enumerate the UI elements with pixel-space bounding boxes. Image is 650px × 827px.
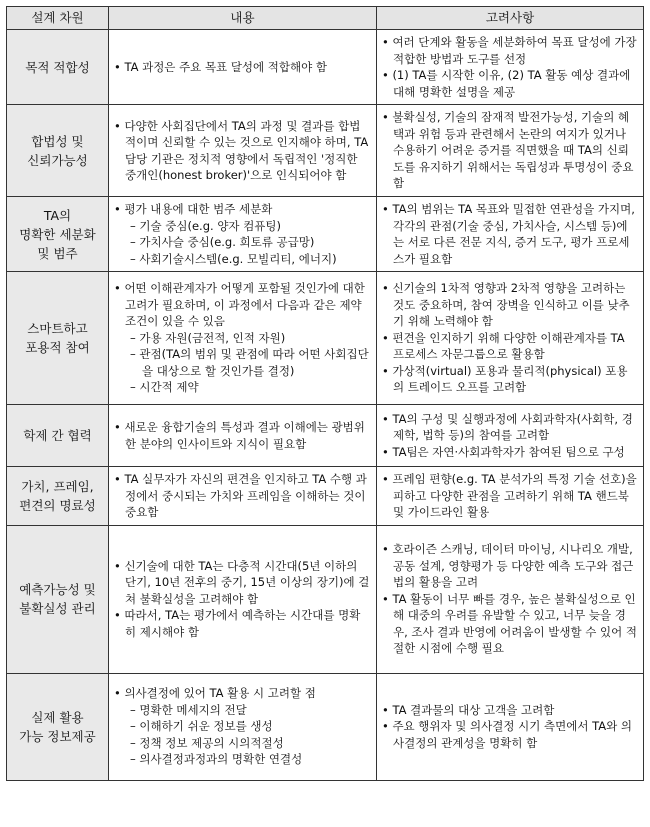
considerations-cell	[377, 272, 644, 405]
bullet-item: • 어떤 이해관계자가 어떻게 포함될 것인가에 대한 고려가 필요하며, 이 과정에서 다음과 같은 제약조건이 있을 수 있음	[114, 281, 365, 329]
table-row	[7, 105, 644, 197]
design-dimension-table	[6, 6, 644, 781]
table-row	[7, 405, 644, 467]
dimension-cell: 가치, 프레임, 편견의 명료성	[7, 467, 109, 526]
content-cell	[109, 197, 377, 272]
bullet-item: • 다양한 사회집단에서 TA의 과정 및 결과를 합법적이며 신뢰할 수 있는 것으로 인지해야 하며, TA 담당 기관은 정치적 영향에서 독립적인 '정직한 중개인(honest broker)'으로 인식되어야 함	[114, 118, 369, 182]
dash-item: – 가치사슬 중심(e.g. 희토류 공급망)	[130, 235, 315, 249]
dimension-cell: 학제 간 협력	[7, 405, 109, 467]
bullet-item: • 편견을 인지하기 위해 다양한 이해관계자를 TA 프로세스 자문그룹으로 활용함	[382, 330, 625, 362]
header-dimension: 설계 차원	[7, 7, 109, 30]
dash-item: – 가용 자원(금전적, 인적 자원)	[130, 330, 286, 345]
dimension-cell: 목적 적합성	[7, 30, 109, 105]
bullet-item: • 호라이즌 스캐닝, 데이터 마이닝, 시나리오 개발, 공동 설계, 영향평가 등 다양한 예측 도구와 접근법의 활용을 고려	[382, 542, 634, 590]
bullet-item: • TA 활동이 너무 빠를 경우, 높은 불확실성으로 인해 대중의 우려를 유발할 수 있고, 너무 늦을 경우, 조사 결과 반영에 어려움이 발생할 수 있어 적절한 시점에 수행 필요	[382, 591, 637, 656]
bullet-item: • 불확실성, 기술의 잠재적 발전가능성, 기술의 혜택과 위험 등과 관련해서 논란의 여지가 있거나 수용하기 어려운 증거를 직면했을 때 TA의 신뢰도를 유지하기 위해서는 독립성과 투명성이 중요함	[382, 110, 634, 191]
considerations-cell	[377, 30, 644, 105]
bullet-item: • 신기술의 1차적 영향과 2차적 영향을 고려하는 것도 중요하며, 참여 장벽을 인식하고 이를 낮추기 위해 노력해야 함	[382, 281, 630, 329]
header-content: 내용	[109, 7, 377, 30]
bullet-item: • TA 과정은 주요 목표 달성에 적합해야 함	[114, 59, 328, 74]
bullet-item: • TA팀은 자연·사회과학자가 참여된 팀으로 구성	[382, 444, 625, 459]
table-row	[7, 525, 644, 673]
dimension-cell: 예측가능성 및 불확실성 관리	[7, 525, 109, 673]
table-row	[7, 673, 644, 780]
dimension-cell: 실제 활용 가능 정보제공	[7, 673, 109, 780]
dash-item: – 명확한 메세지의 전달	[130, 702, 247, 717]
table-row	[7, 467, 644, 526]
table-row	[7, 272, 644, 405]
table-body	[7, 30, 644, 781]
bullet-item: • TA 실무자가 자신의 편견을 인지하고 TA 수행 과정에서 중시되는 가치와 프레임을 이해하는 것이 중요함	[114, 472, 367, 519]
dash-item: – 관점(TA의 범위 및 관점에 따라 어떤 사회집단을 대상으로 할 것인가를 결정)	[130, 347, 369, 378]
considerations-cell	[377, 673, 644, 780]
table-row	[7, 30, 644, 105]
bullet-item: • (1) TA를 시작한 이유, (2) TA 활동 예상 결과에 대해 명확한 설명을 제공	[382, 68, 631, 99]
dash-item: – 기술 중심(e.g. 양자 컴퓨팅)	[130, 218, 282, 233]
bullet-item: • 평가 내용에 대한 범주 세분화	[114, 202, 273, 216]
content-cell	[109, 30, 377, 105]
bullet-item: • TA 결과물의 대상 고객을 고려함	[382, 702, 555, 717]
content-cell	[109, 673, 377, 780]
dash-item: – 이해하기 쉬운 정보를 생성	[130, 719, 273, 734]
bullet-item: • 가상적(virtual) 포용과 물리적(physical) 포용의 트레이드 오프를 고려함	[382, 363, 628, 395]
dimension-cell: 스마트하고 포용적 참여	[7, 272, 109, 405]
bullet-item: • 주요 행위자 및 의사결정 시기 측면에서 TA와 의사결정의 관계성을 명확히 함	[382, 719, 632, 750]
dash-item: – 사회기술시스템(e.g. 모빌리티, 에너지)	[130, 251, 337, 266]
bullet-item: • 새로운 융합기술의 특성과 결과 이해에는 광범위한 분야의 인사이트와 지식이 필요함	[114, 420, 365, 451]
header-considerations: 고려사항	[377, 7, 644, 30]
considerations-cell	[377, 197, 644, 272]
bullet-item: • 프레임 편향(e.g. TA 분석가의 특정 기술 선호)을 피하고 다양한 관점을 고려하기 위해 TA 핸드북 및 가이드라인 활용	[382, 472, 637, 519]
design-dimension-table-wrapper	[6, 6, 643, 781]
dash-item: – 정책 정보 제공의 시의적절성	[130, 735, 284, 750]
bullet-item: • TA의 범위는 TA 목표와 밀접한 연관성을 가지며, 각각의 관점(기술 중심, 가치사슬, 시스템 등)에는 서로 다른 전문 지식, 증거 도구, 평가 프로세스가 필요함	[382, 202, 635, 266]
table-row	[7, 197, 644, 272]
content-cell	[109, 105, 377, 197]
bullet-item: • 여러 단계와 활동을 세분화하여 목표 달성에 가장 적합한 방법과 도구를 선정	[382, 35, 637, 66]
bullet-item: • 따라서, TA는 평가에서 예측하는 시간대를 명확히 제시해야 함	[114, 608, 361, 639]
considerations-cell	[377, 525, 644, 673]
dash-item: – 시간적 제약	[130, 380, 199, 395]
content-cell	[109, 525, 377, 673]
bullet-item: • 신기술에 대한 TA는 다층적 시간대(5년 이하의 단기, 10년 전후의 중기, 15년 이상의 장기)에 걸쳐 불확실성을 고려해야 함	[114, 558, 370, 606]
content-cell	[109, 272, 377, 405]
table-header-row	[7, 7, 644, 30]
considerations-cell	[377, 467, 644, 526]
content-cell	[109, 467, 377, 526]
bullet-item: • 의사결정에 있어 TA 활용 시 고려할 점	[114, 686, 316, 701]
content-cell	[109, 405, 377, 467]
bullet-item: • TA의 구성 및 실행과정에 사회과학자(사회학, 경제학, 법학 등)의 참여를 고려함	[382, 411, 633, 443]
considerations-cell	[377, 105, 644, 197]
considerations-cell	[377, 405, 644, 467]
dash-item: – 의사결정과정과의 명확한 연결성	[130, 752, 303, 767]
dimension-cell: TA의 명확한 세분화 및 범주	[7, 197, 109, 272]
dimension-cell: 합법성 및 신뢰가능성	[7, 105, 109, 197]
